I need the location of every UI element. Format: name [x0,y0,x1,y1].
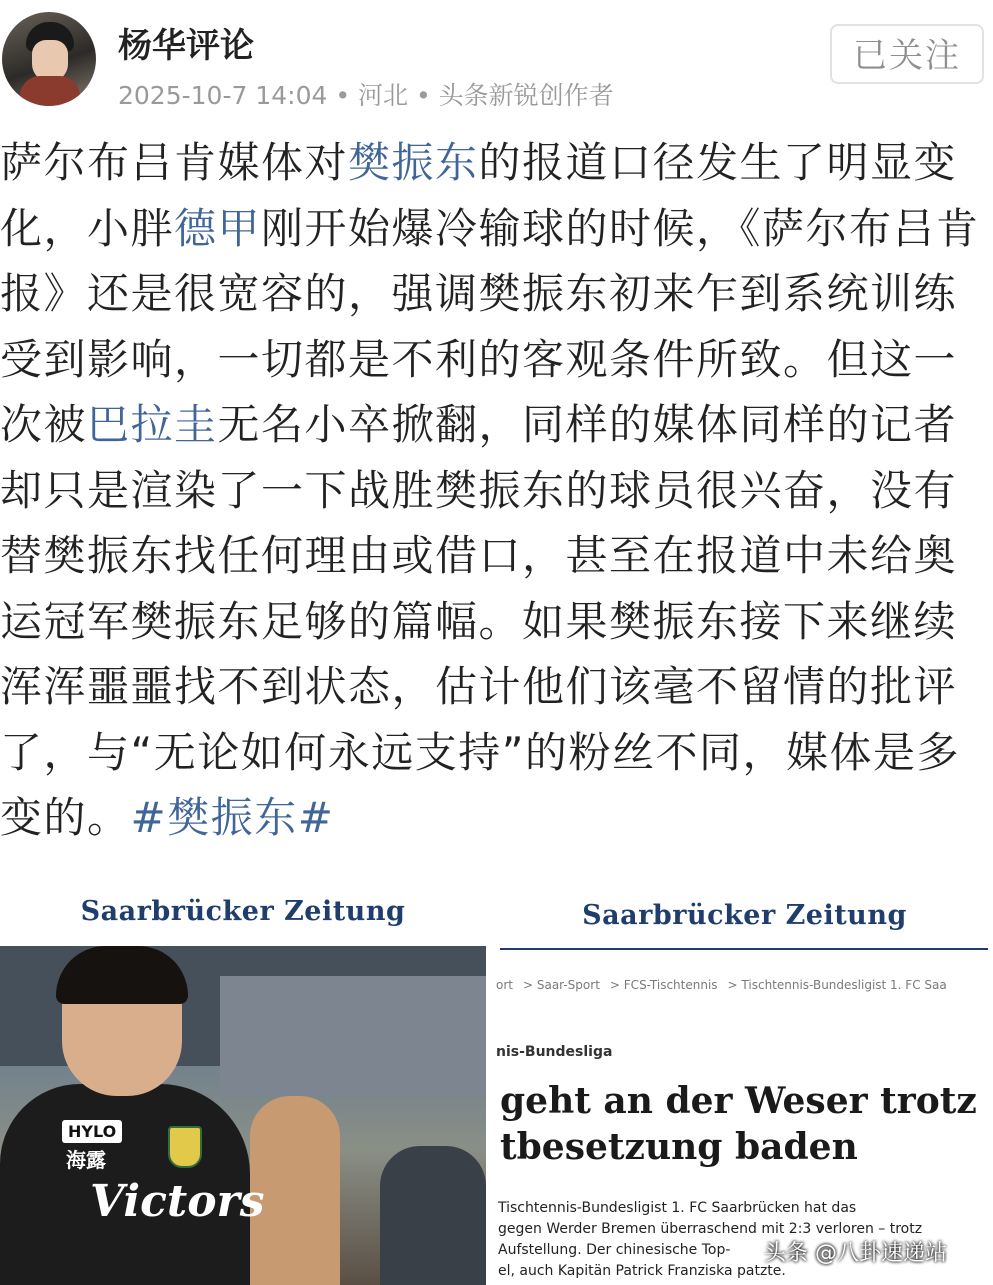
post-text-segment: 刚开始爆冷输球的时候，《萨尔布吕肯报》还是很宽容的，强调樊振东初来乍到系统训练受到影响，一切都是不利的客观条件所致。但这一次被 [0,203,980,449]
player-photo [0,946,486,1285]
teaser-line: gegen Werder Bremen überraschend mit 2:3 verloren – trotz [498,1221,923,1237]
sponsor-logo-cn: 海露 [66,1148,106,1172]
masthead-divider [500,948,988,950]
post-text-segment: 的报道口径发生了明显变化，小胖 [0,138,958,253]
topic-link-bundesliga[interactable]: 德甲 [174,203,262,253]
breadcrumb-item: Saar-Sport [536,978,600,992]
newspaper-masthead: Saarbrücker Zeitung [582,900,907,931]
sponsor-logo: HYLO [62,1120,122,1143]
avatar-scarf [20,76,80,106]
watermark: 头条 @八卦速递站 [764,1241,947,1266]
club-badge-icon [168,1126,202,1168]
news-image-article[interactable] [496,886,993,1285]
teaser-line: el, auch Kapitän Patrick Franziska patzte. [498,1263,786,1279]
post-body [0,130,980,851]
shirt-brand-text: Victors [90,1176,265,1227]
hashtag-link[interactable]: #樊振东# [130,793,335,842]
follow-button[interactable]: 已关注 [830,24,984,84]
topic-link-fan-zhendong[interactable]: 樊振东 [348,138,479,187]
post-header [0,0,993,118]
topic-link-paraguay[interactable]: 巴拉圭 [87,400,218,449]
avatar[interactable] [2,12,96,106]
image-grid [0,886,993,1285]
article-headline [500,1078,993,1170]
article-kicker: nis-Bundesliga [496,1044,613,1060]
news-image-photo[interactable] [0,886,486,1285]
photo-banner [220,976,486,1096]
post-text-segment: 萨尔布吕肯媒体对 [0,138,349,187]
headline-line: geht an der Weser trotz [500,1080,977,1122]
author-name[interactable]: 杨华评论 [118,26,254,66]
breadcrumb-item: ort [496,978,513,992]
breadcrumb-item: FCS-Tischtennis [623,978,718,992]
post-text-segment: 无名小卒掀翻，同样的媒体同样的记者却只是渲染了一下战胜樊振东的球员很兴奋，没有替樊振东找任何理由或借口，甚至在报道中未给奥运冠军樊振东足够的篇幅。如果樊振东接下来继续浑浑噩噩找不到状态，估计他们该毫不留情的批评了，与“无论如何永远支持”的粉丝不同，媒体是多变的。 [0,400,961,842]
newspaper-masthead: Saarbrücker Zeitung [80,896,406,927]
teaser-line: Tischtennis-Bundesligist 1. FC Saarbrücken hat das [498,1200,857,1216]
headline-line: tbesetzung baden [500,1126,858,1168]
breadcrumb-item: Tischtennis-Bundesligist 1. FC Saa [741,978,947,992]
breadcrumb: ort > Saar-Sport > FCS-Tischtennis > Tischtennis-Bundesligist 1. FC Saa [496,978,947,992]
spectator-figure [380,1146,486,1285]
post-meta: 2025-10-7 14:04 • 河北 • 头条新锐创作者 [118,81,614,110]
teaser-line: Aufstellung. Der chinesische Top- [498,1242,731,1258]
